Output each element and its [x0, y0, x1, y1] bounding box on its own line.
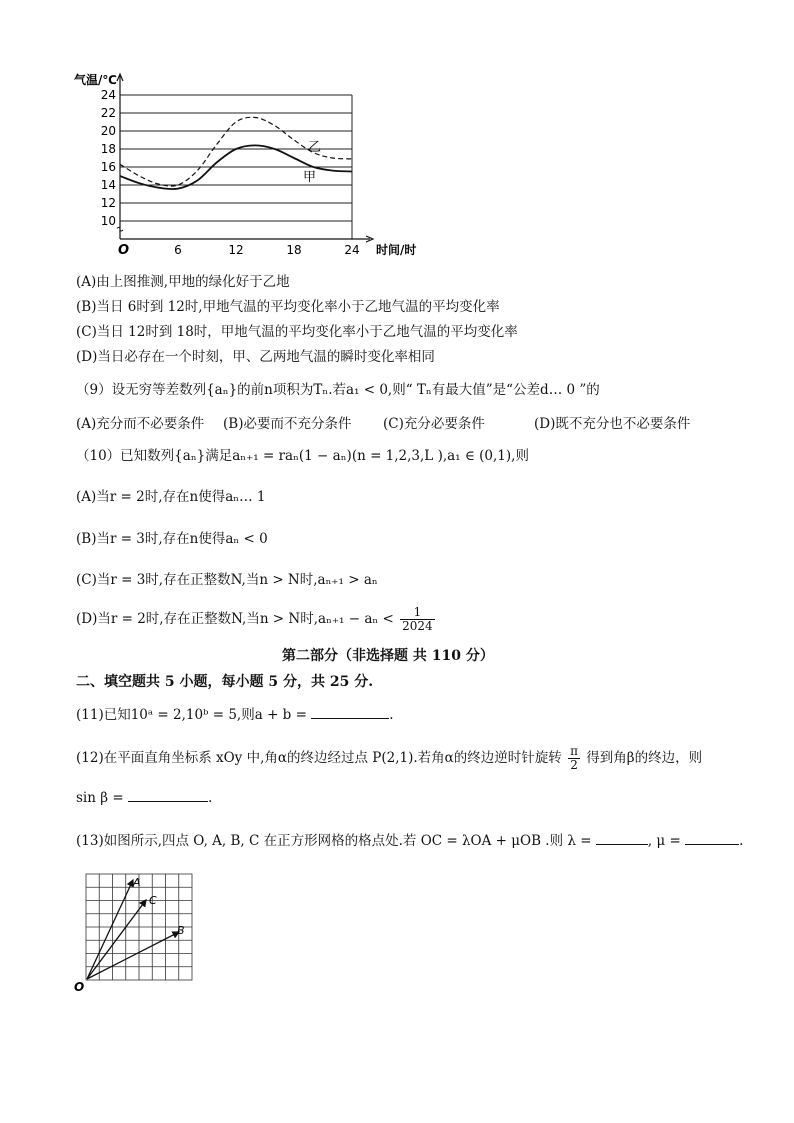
fraction-numerator: 1	[400, 606, 435, 620]
q13-lambda-blank[interactable]	[596, 832, 648, 845]
q13-text-pre: (13)如图所示,四点 O, A, B, C 在正方形网格的格点处.若 OC = λOA + μOB .则 λ =	[76, 833, 592, 849]
x-axis-label: 时间/时	[376, 243, 417, 257]
q9-stem: （9）设无穷等差数列{aₙ}的前n项积为Tₙ.若a₁ < 0,则“ Tₙ有最大值”是“公差d… 0 ”的	[76, 382, 600, 398]
x-tick-18: 18	[286, 243, 302, 257]
vector-grid-figure	[70, 868, 200, 996]
q9-option-a: (A)充分而不必要条件	[76, 416, 205, 432]
section2-title: 二、填空题共 5 小题，每小题 5 分，共 25 分.	[76, 674, 374, 690]
q12-period: .	[207, 790, 213, 806]
y-axis-label: 气温/℃	[74, 73, 117, 87]
q9-option-d: (D)既不充分也不必要条件	[534, 416, 691, 432]
part2-title: 第二部分（非选择题 共 110 分）	[282, 648, 494, 664]
q11-period: .	[389, 707, 394, 723]
q10-option-c: (C)当r = 3时,存在正整数N,当n > N时,aₙ₊₁ > aₙ	[76, 572, 378, 588]
q11-answer-blank[interactable]	[311, 706, 389, 719]
point-label-b: B	[177, 924, 185, 937]
q13	[76, 832, 743, 850]
series-label-yi: 乙	[308, 140, 322, 155]
q10-option-d	[76, 606, 437, 633]
point-label-a: A	[133, 876, 141, 889]
y-tick-20: 20	[100, 124, 116, 138]
q10-option-d-fraction	[400, 606, 435, 633]
y-tick-18: 18	[100, 142, 116, 156]
fraction-denominator: 2	[570, 758, 578, 772]
y-tick-16: 16	[100, 160, 116, 174]
q8-option-c: (C)当日 12时到 18时，甲地气温的平均变化率小于乙地气温的平均变化率	[76, 324, 518, 340]
q10-option-b: (B)当r = 3时,存在n使得aₙ < 0	[76, 531, 268, 547]
x-tick-labels	[174, 243, 359, 257]
q10-option-a: (A)当r = 2时,存在n使得aₙ… 1	[76, 489, 266, 505]
q9-option-c: (C)充分必要条件	[383, 416, 485, 432]
y-tick-10: 10	[100, 214, 116, 228]
y-tick-14: 14	[100, 178, 116, 192]
q9-option-b: (B)必要而不充分条件	[223, 416, 352, 432]
q12-sin-beta: sin β =	[76, 790, 124, 806]
q12-line1	[76, 745, 702, 772]
y-tick-12: 12	[100, 196, 116, 210]
q13-mu-blank[interactable]	[685, 832, 739, 845]
y-tick-labels	[101, 88, 116, 228]
q10-option-d-text: (D)当r = 2时,存在正整数N,当n > N时,aₙ₊₁ − aₙ <	[76, 611, 394, 627]
y-tick-22: 22	[100, 106, 116, 120]
origin-label: O	[118, 243, 130, 258]
q12-line2	[76, 789, 212, 807]
q12-fraction	[568, 745, 580, 772]
fraction-denominator: 2024	[402, 619, 433, 633]
q11-text: (11)已知10ᵃ = 2,10ᵇ = 5,则a + b =	[76, 707, 307, 723]
q11	[76, 706, 394, 724]
x-tick-24: 24	[344, 243, 360, 257]
fraction-numerator: π	[570, 744, 578, 758]
x-tick-12: 12	[228, 243, 244, 257]
q12-answer-blank[interactable]	[128, 789, 208, 802]
temperature-chart	[70, 68, 430, 264]
x-tick-6: 6	[174, 243, 182, 257]
point-label-c: C	[149, 894, 157, 907]
vector-oc	[87, 900, 146, 979]
axis-break	[117, 227, 123, 231]
point-label-o: O	[74, 980, 85, 994]
q10-stem: （10）已知数列{aₙ}满足aₙ₊₁ = raₙ(1 − aₙ)(n = 1,2,3,L ),a₁ ∈ (0,1),则	[76, 448, 529, 464]
y-tick-24: 24	[100, 88, 116, 102]
q13-period: .	[739, 833, 744, 849]
q13-text-mid: , μ =	[647, 833, 681, 849]
q12-text-post: 得到角β的终边，则	[586, 750, 703, 766]
q12-text-pre: (12)在平面直角坐标系 xOy 中,角α的终边经过点 P(2,1).若角α的终边逆时针旋转	[76, 750, 562, 766]
q8-option-d: (D)当日必存在一个时刻，甲、乙两地气温的瞬时变化率相同	[76, 349, 435, 365]
series-label-jia: 甲	[303, 170, 317, 185]
q8-option-b: (B)当日 6时到 12时,甲地气温的平均变化率小于乙地气温的平均变化率	[76, 299, 500, 315]
q8-option-a: (A)由上图推测,甲地的绿化好于乙地	[76, 274, 290, 290]
